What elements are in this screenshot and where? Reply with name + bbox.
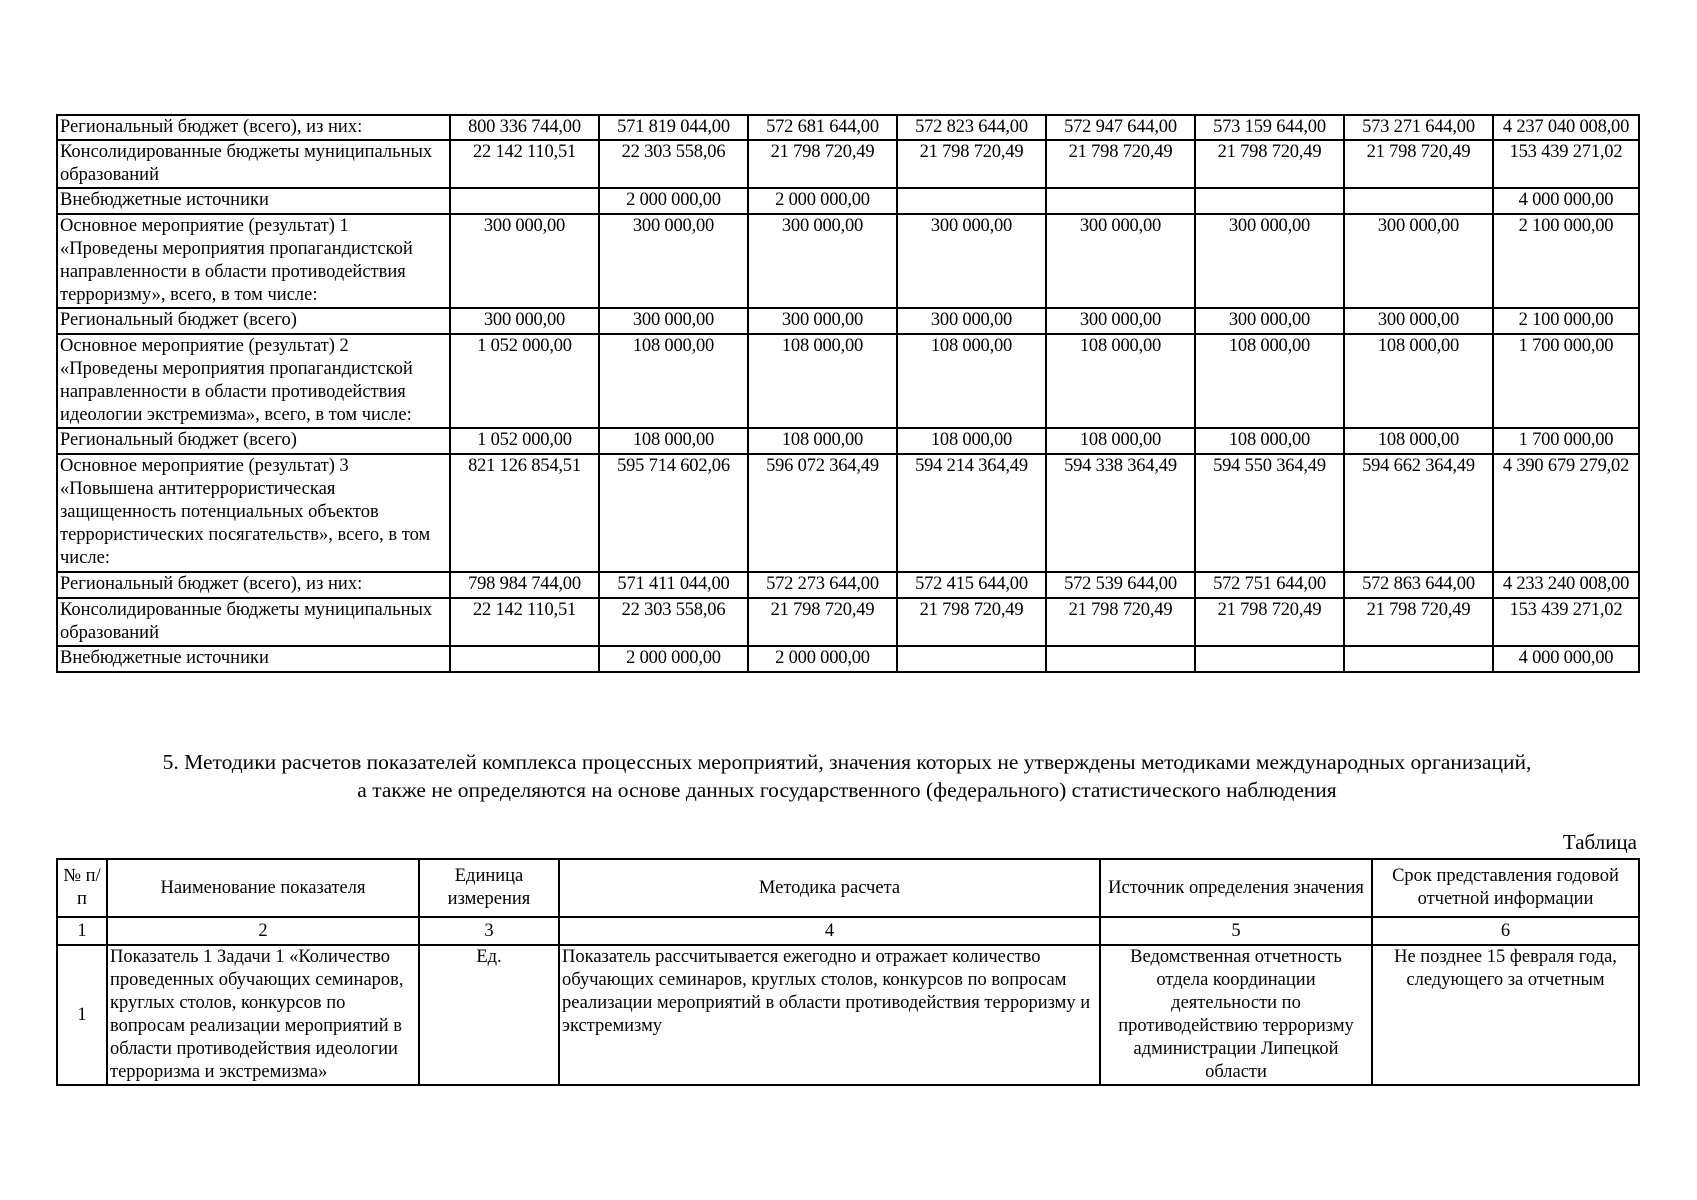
year-value: 21 798 720,49 (1046, 140, 1195, 188)
year-value: 594 214 364,49 (897, 454, 1046, 572)
year-value: 300 000,00 (748, 214, 897, 308)
column-number: 6 (1372, 917, 1639, 945)
year-value: 594 338 364,49 (1046, 454, 1195, 572)
year-value: 21 798 720,49 (897, 598, 1046, 646)
year-value: 300 000,00 (599, 214, 748, 308)
budget-row (57, 572, 1639, 598)
year-value: 2 000 000,00 (748, 646, 897, 672)
year-value: 300 000,00 (897, 308, 1046, 334)
year-value: 300 000,00 (748, 308, 897, 334)
unit-of-measure: Ед. (419, 945, 559, 1085)
year-value (1195, 646, 1344, 672)
year-value: 108 000,00 (897, 428, 1046, 454)
header-deadline: Срок представления годовой отчетной информации (1372, 859, 1639, 917)
column-number: 5 (1100, 917, 1372, 945)
year-value (1046, 188, 1195, 214)
year-value: 571 819 044,00 (599, 115, 748, 140)
row-total-value: 153 439 271,02 (1493, 140, 1639, 188)
year-value: 573 271 644,00 (1344, 115, 1493, 140)
methods-table (56, 858, 1640, 1086)
year-value: 821 126 854,51 (450, 454, 599, 572)
methods-header-row (57, 859, 1639, 917)
year-value: 572 681 644,00 (748, 115, 897, 140)
row-label: Внебюджетные источники (57, 188, 450, 214)
row-label: Основное мероприятие (результат) 3 «Повышена антитеррористическая защищенность потенциальных объектов террористических посягательств», всего, в том числе: (57, 454, 450, 572)
year-value: 108 000,00 (897, 334, 1046, 428)
year-value: 300 000,00 (450, 214, 599, 308)
year-value: 300 000,00 (1344, 308, 1493, 334)
budget-row (57, 646, 1639, 672)
calculation-method: Показатель рассчитывается ежегодно и отражает количество обучающих семинаров, круглых столов, конкурсов по вопросам реализации мероприятий в области противодействия терроризму и экстремизму (559, 945, 1100, 1085)
year-value: 108 000,00 (748, 428, 897, 454)
year-value: 798 984 744,00 (450, 572, 599, 598)
budget-row (57, 308, 1639, 334)
year-value: 108 000,00 (1046, 334, 1195, 428)
year-value: 108 000,00 (748, 334, 897, 428)
year-value: 572 273 644,00 (748, 572, 897, 598)
column-number: 3 (419, 917, 559, 945)
year-value: 571 411 044,00 (599, 572, 748, 598)
reporting-deadline: Не позднее 15 февраля года, следующего за отчетным (1372, 945, 1639, 1085)
year-value: 572 947 644,00 (1046, 115, 1195, 140)
year-value: 108 000,00 (1195, 334, 1344, 428)
year-value: 596 072 364,49 (748, 454, 897, 572)
column-number: 2 (107, 917, 419, 945)
year-value: 1 052 000,00 (450, 428, 599, 454)
row-label: Основное мероприятие (результат) 2 «Проведены мероприятия пропагандистской направленности в области противодействия идеологии экстремизма», всего, в том числе: (57, 334, 450, 428)
year-value: 21 798 720,49 (1195, 598, 1344, 646)
year-value: 21 798 720,49 (748, 598, 897, 646)
section-title-line-2: а также не определяются на основе данных государственного (федерального) статистического наблюдения (357, 778, 1337, 802)
year-value: 108 000,00 (1344, 428, 1493, 454)
budget-row (57, 428, 1639, 454)
year-value: 2 000 000,00 (599, 188, 748, 214)
budget-row (57, 115, 1639, 140)
year-value: 594 550 364,49 (1195, 454, 1344, 572)
year-value: 22 303 558,06 (599, 598, 748, 646)
row-label: Консолидированные бюджеты муниципальных образований (57, 598, 450, 646)
budget-row (57, 188, 1639, 214)
header-indicator-name: Наименование показателя (107, 859, 419, 917)
row-number: 1 (57, 945, 107, 1085)
year-value: 300 000,00 (1046, 214, 1195, 308)
year-value: 108 000,00 (1344, 334, 1493, 428)
row-total-value: 2 100 000,00 (1493, 214, 1639, 308)
year-value (1344, 188, 1493, 214)
year-value: 22 142 110,51 (450, 140, 599, 188)
row-label: Региональный бюджет (всего), из них: (57, 572, 450, 598)
header-unit: Единица измерения (419, 859, 559, 917)
row-label: Внебюджетные источники (57, 646, 450, 672)
row-total-value: 4 233 240 008,00 (1493, 572, 1639, 598)
column-number: 1 (57, 917, 107, 945)
column-number-row (57, 917, 1639, 945)
year-value: 572 823 644,00 (897, 115, 1046, 140)
year-value (1344, 646, 1493, 672)
year-value: 21 798 720,49 (1344, 140, 1493, 188)
year-value: 300 000,00 (1344, 214, 1493, 308)
row-total-value: 1 700 000,00 (1493, 334, 1639, 428)
year-value: 595 714 602,06 (599, 454, 748, 572)
row-total-value: 1 700 000,00 (1493, 428, 1639, 454)
header-source: Источник определения значения (1100, 859, 1372, 917)
budget-row (57, 454, 1639, 572)
year-value: 21 798 720,49 (1344, 598, 1493, 646)
budget-row (57, 598, 1639, 646)
year-value: 594 662 364,49 (1344, 454, 1493, 572)
year-value (450, 188, 599, 214)
year-value: 573 159 644,00 (1195, 115, 1344, 140)
year-value: 572 751 644,00 (1195, 572, 1344, 598)
year-value (450, 646, 599, 672)
year-value: 300 000,00 (599, 308, 748, 334)
row-total-value: 4 000 000,00 (1493, 646, 1639, 672)
year-value: 300 000,00 (1046, 308, 1195, 334)
year-value: 1 052 000,00 (450, 334, 599, 428)
year-value: 21 798 720,49 (897, 140, 1046, 188)
year-value: 572 415 644,00 (897, 572, 1046, 598)
table-caption: Таблица (1562, 830, 1637, 854)
row-total-value: 4 000 000,00 (1493, 188, 1639, 214)
header-method: Методика расчета (559, 859, 1100, 917)
data-source: Ведомственная отчетность отдела координации деятельности по противодействию терроризму администрации Липецкой области (1100, 945, 1372, 1085)
methods-row (57, 945, 1639, 1085)
year-value: 800 336 744,00 (450, 115, 599, 140)
header-num: № п/п (57, 859, 107, 917)
year-value (1046, 646, 1195, 672)
row-label: Региональный бюджет (всего) (57, 428, 450, 454)
year-value: 108 000,00 (1046, 428, 1195, 454)
row-total-value: 4 390 679 279,02 (1493, 454, 1639, 572)
year-value: 300 000,00 (897, 214, 1046, 308)
budget-table (56, 114, 1640, 673)
section-title-line-1: 5. Методики расчетов показателей комплекса процессных мероприятий, значения которых не утверждены методиками международных организаций, (162, 750, 1532, 774)
year-value: 21 798 720,49 (748, 140, 897, 188)
year-value: 21 798 720,49 (1195, 140, 1344, 188)
year-value: 300 000,00 (1195, 214, 1344, 308)
budget-row (57, 214, 1639, 308)
year-value (897, 646, 1046, 672)
year-value: 108 000,00 (599, 428, 748, 454)
year-value: 21 798 720,49 (1046, 598, 1195, 646)
row-label: Основное мероприятие (результат) 1 «Проведены мероприятия пропагандистской направленности в области противодействия терроризму», всего, в том числе: (57, 214, 450, 308)
row-label: Региональный бюджет (всего) (57, 308, 450, 334)
row-label: Консолидированные бюджеты муниципальных образований (57, 140, 450, 188)
row-total-value: 153 439 271,02 (1493, 598, 1639, 646)
section-heading (56, 748, 1638, 804)
budget-row (57, 140, 1639, 188)
year-value: 300 000,00 (1195, 308, 1344, 334)
year-value: 572 863 644,00 (1344, 572, 1493, 598)
year-value: 22 303 558,06 (599, 140, 748, 188)
year-value: 2 000 000,00 (748, 188, 897, 214)
year-value (1195, 188, 1344, 214)
year-value: 300 000,00 (450, 308, 599, 334)
year-value (897, 188, 1046, 214)
year-value: 2 000 000,00 (599, 646, 748, 672)
year-value: 108 000,00 (599, 334, 748, 428)
row-label: Региональный бюджет (всего), из них: (57, 115, 450, 140)
year-value: 108 000,00 (1195, 428, 1344, 454)
column-number: 4 (559, 917, 1100, 945)
budget-row (57, 334, 1639, 428)
row-total-value: 2 100 000,00 (1493, 308, 1639, 334)
year-value: 22 142 110,51 (450, 598, 599, 646)
year-value: 572 539 644,00 (1046, 572, 1195, 598)
indicator-name: Показатель 1 Задачи 1 «Количество проведенных обучающих семинаров, круглых столов, конкурсов по вопросам реализации мероприятий в области противодействия идеологии терроризма и экстремизма» (107, 945, 419, 1085)
row-total-value: 4 237 040 008,00 (1493, 115, 1639, 140)
